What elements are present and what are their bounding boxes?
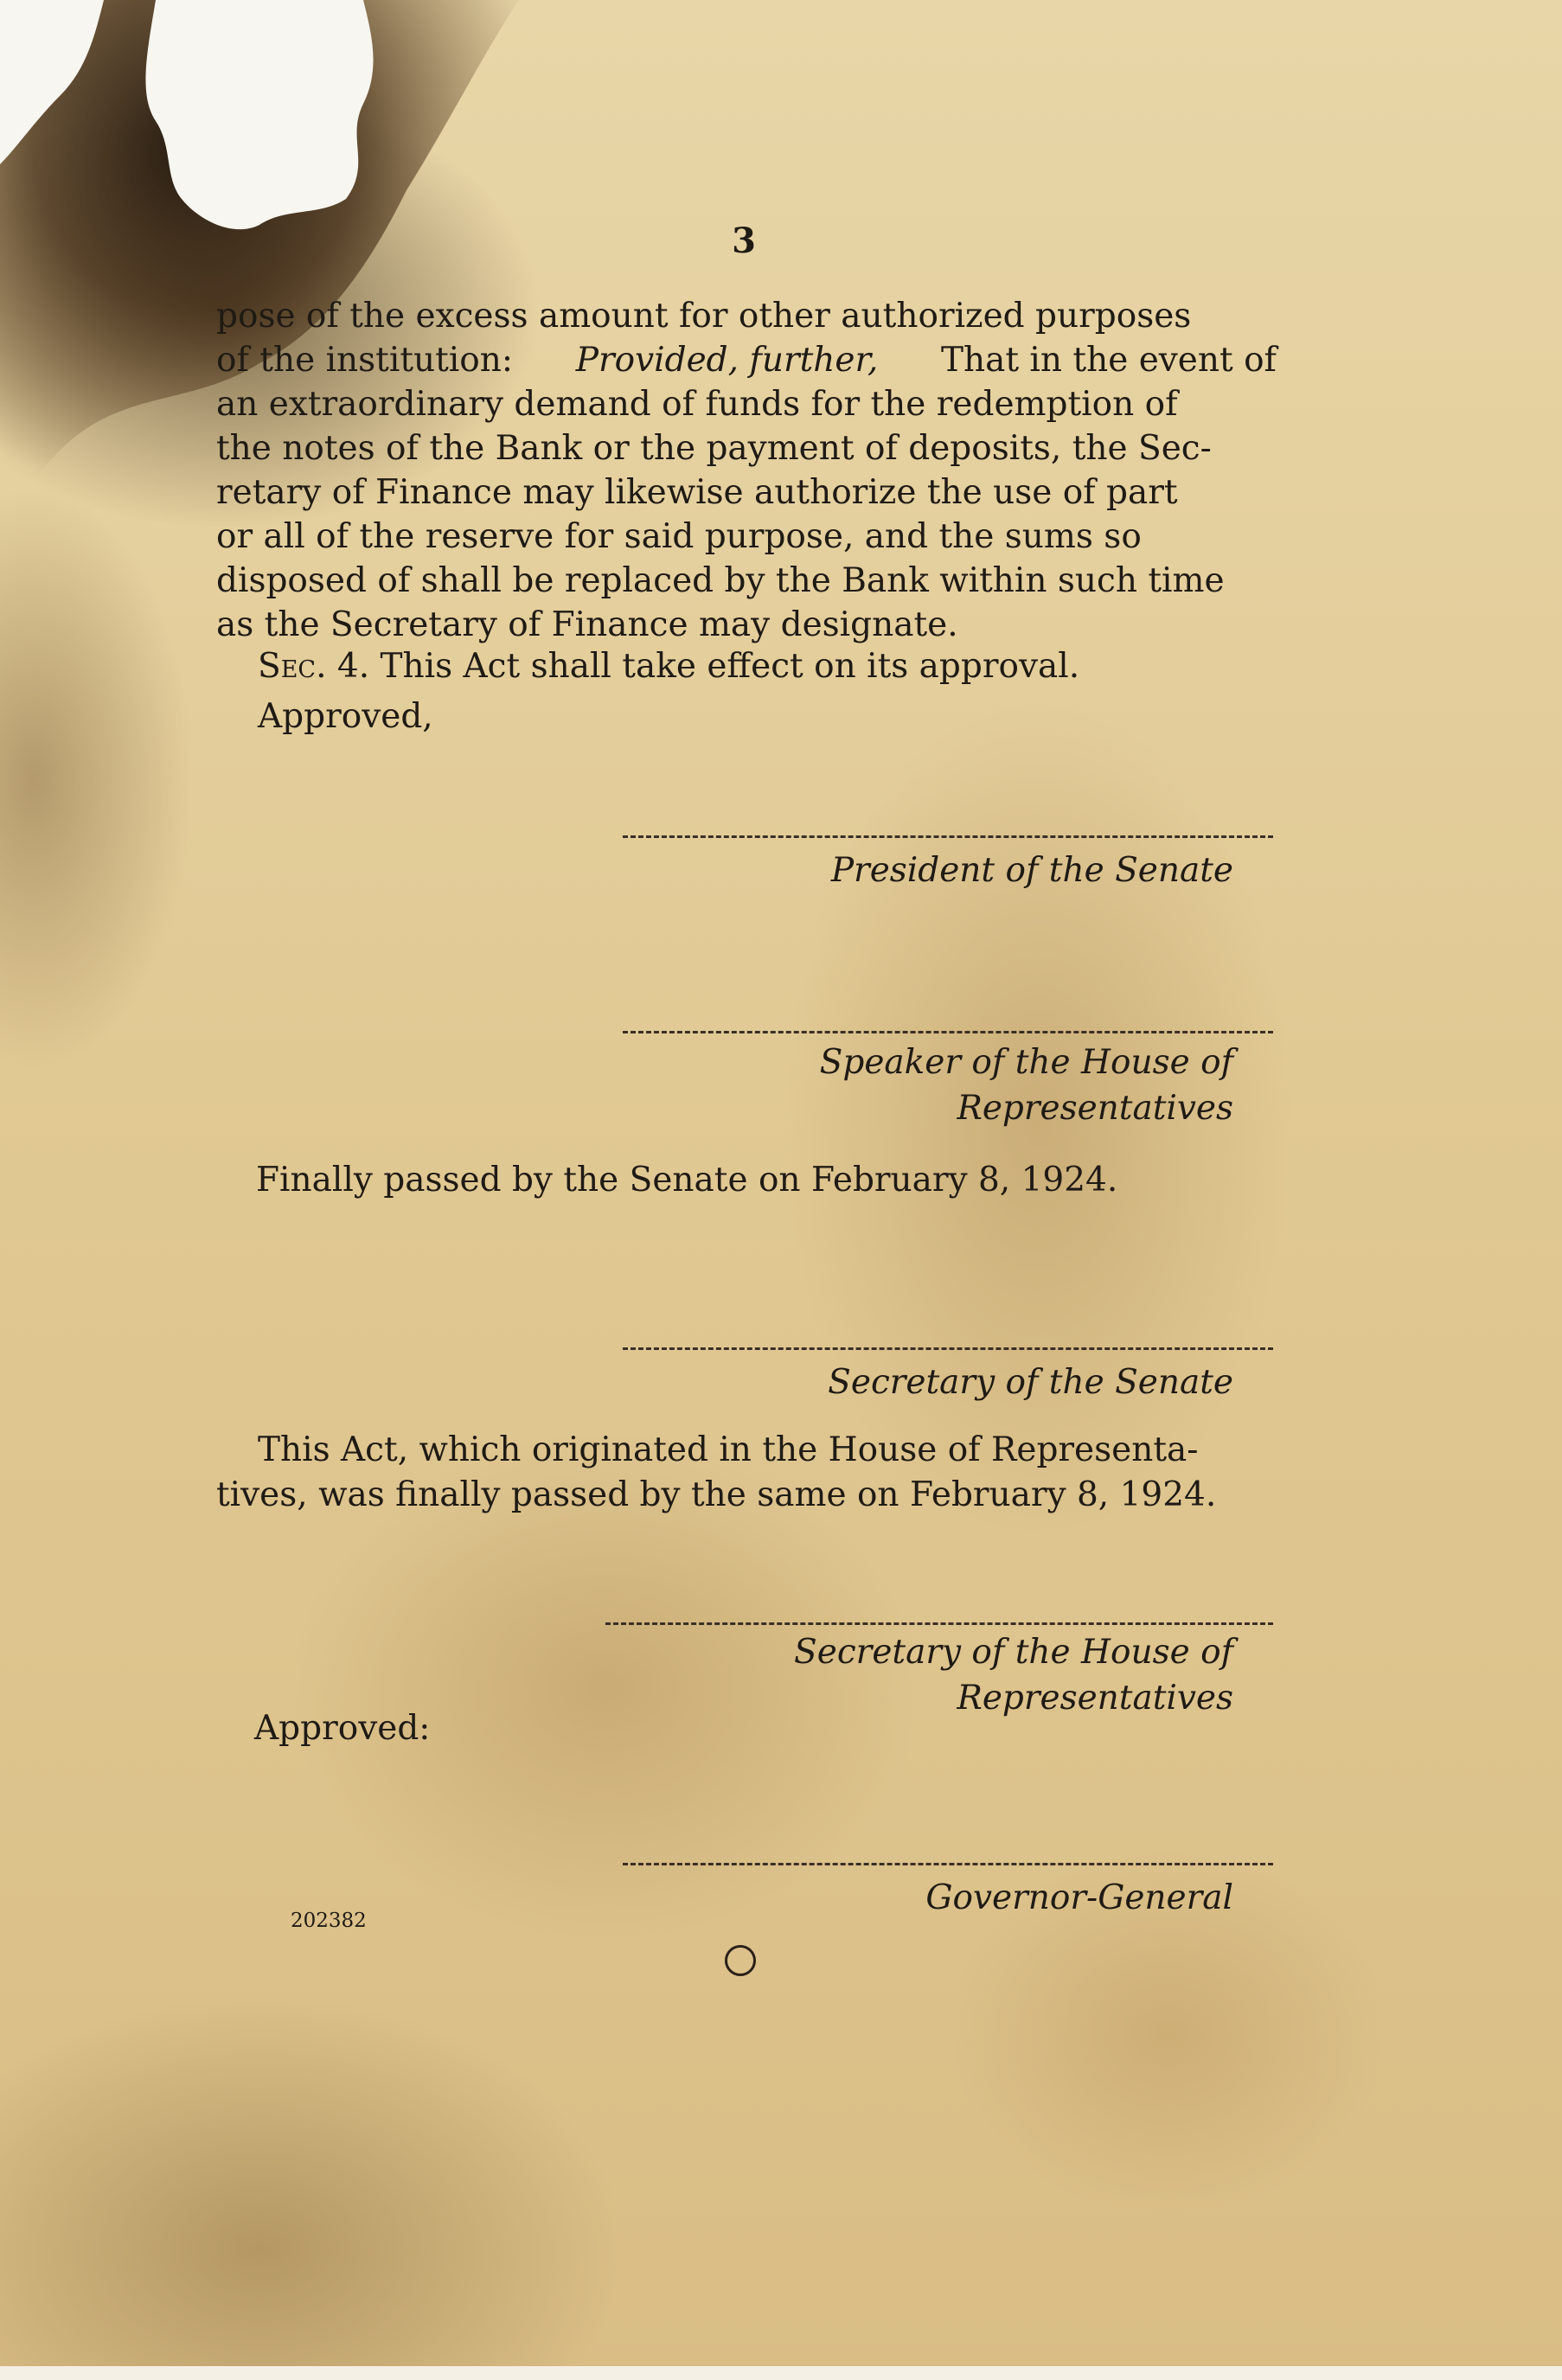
senate-passage-statement: Finally passed by the Senate on February 8, 1924. bbox=[256, 1161, 1118, 1200]
secretary-house-signature-line bbox=[605, 1622, 1273, 1625]
paragraph-text: pose of the excess amount for other authorized purposes bbox=[216, 297, 1192, 336]
paragraph-text: an extraordinary demand of funds for the redemption of bbox=[216, 385, 1178, 424]
paragraph-line-5 bbox=[216, 470, 1277, 515]
paragraph-line-2 bbox=[216, 338, 1277, 382]
president-of-senate-label: President of the Senate bbox=[830, 851, 1233, 890]
section-text: 4. This Act shall take effect on its approval. bbox=[326, 647, 1080, 686]
binding-hole bbox=[725, 1945, 756, 1976]
print-code: 202382 bbox=[291, 1910, 367, 1932]
approved-colon-label: Approved: bbox=[254, 1709, 431, 1748]
house-passage-line-1: This Act, which originated in the House of Representa- bbox=[258, 1430, 1199, 1469]
continued-paragraph bbox=[216, 294, 1277, 647]
speaker-label bbox=[820, 1040, 1233, 1131]
secretary-of-senate-label: Secretary of the Senate bbox=[828, 1363, 1233, 1402]
speaker-label-line-1: Speaker of the House of bbox=[819, 1043, 1233, 1082]
paragraph-line-1 bbox=[216, 294, 1277, 338]
secretary-senate-signature-line bbox=[623, 1347, 1273, 1350]
paragraph-line-6 bbox=[216, 515, 1277, 559]
page-number: 3 bbox=[732, 221, 756, 261]
scan-edge-strip bbox=[0, 2366, 1562, 2380]
paragraph-text: or all of the reserve for said purpose, and the sums so bbox=[216, 517, 1142, 556]
paragraph-text: That in the event of bbox=[940, 341, 1277, 380]
paragraph-text: disposed of shall be replaced by the Bank within such time bbox=[216, 561, 1225, 600]
speaker-label-line-2: Representatives bbox=[957, 1089, 1233, 1128]
paragraph-text: as the Secretary of Finance may designate. bbox=[216, 605, 958, 644]
paragraph-text: retary of Finance may likewise authorize the use of part bbox=[216, 473, 1178, 512]
approved-heading: Approved, bbox=[258, 697, 433, 736]
speaker-signature-line bbox=[623, 1031, 1273, 1033]
house-passage-line-2: tives, was finally passed by the same on February 8, 1924. bbox=[216, 1475, 1217, 1514]
president-signature-line bbox=[623, 835, 1273, 838]
governor-general-label: Governor-General bbox=[925, 1878, 1233, 1917]
paragraph-line-8 bbox=[216, 603, 1277, 647]
section-4 bbox=[258, 647, 1079, 686]
proviso-italic: Provided, further, bbox=[575, 341, 879, 380]
governor-signature-line bbox=[623, 1863, 1273, 1865]
paragraph-text: of the institution: bbox=[216, 341, 514, 380]
secretary-of-house-label bbox=[794, 1629, 1233, 1721]
paragraph-line-4 bbox=[216, 426, 1277, 470]
secretary-house-label-line-2: Representatives bbox=[957, 1679, 1233, 1718]
paragraph-line-7 bbox=[216, 559, 1277, 603]
paragraph-text: the notes of the Bank or the payment of deposits, the Sec- bbox=[216, 429, 1212, 468]
section-label: Sec. bbox=[258, 647, 327, 686]
paragraph-line-3 bbox=[216, 382, 1277, 426]
secretary-house-label-line-1: Secretary of the House of bbox=[794, 1633, 1233, 1672]
